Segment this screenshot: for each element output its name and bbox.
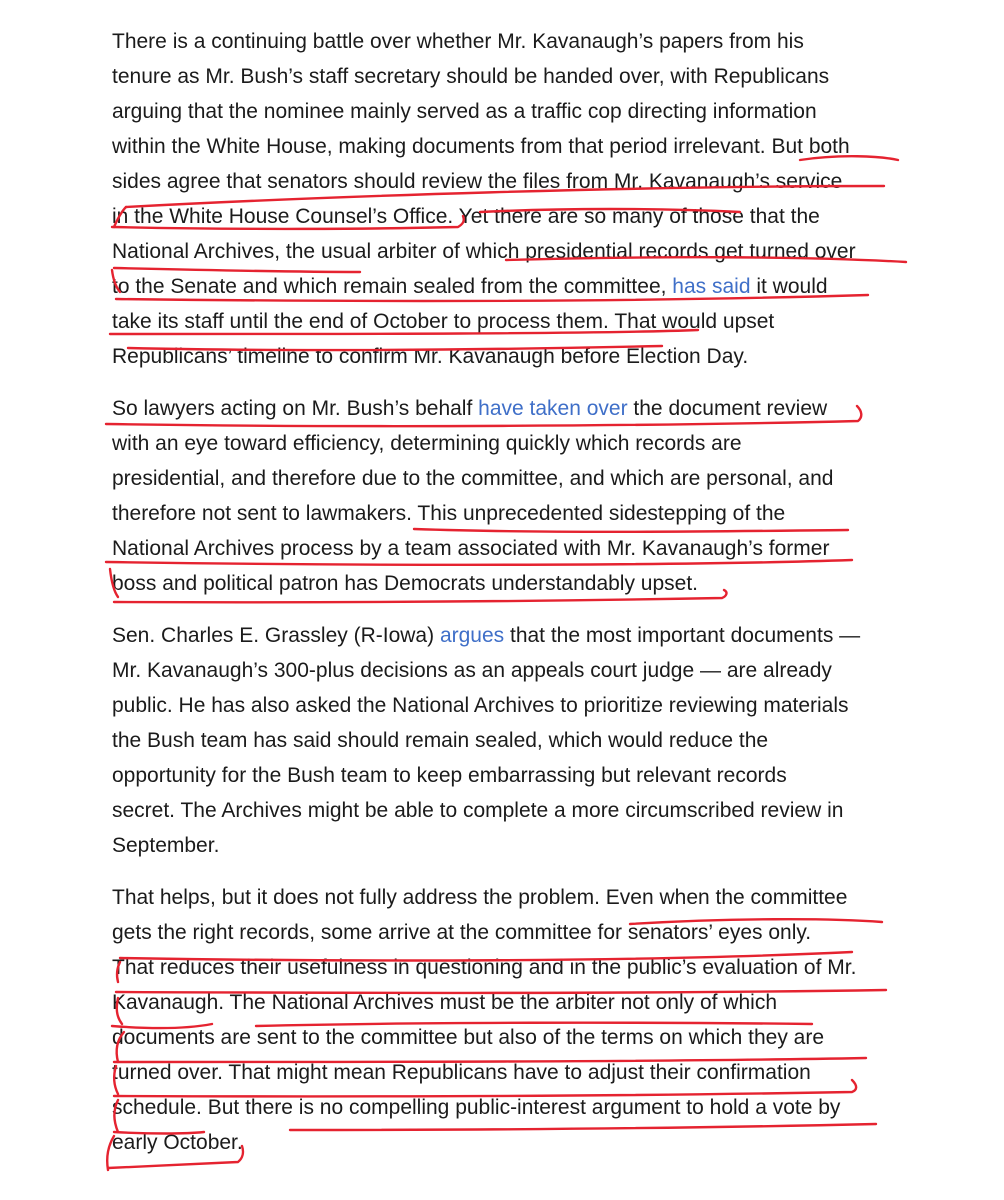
text-line [112, 1125, 902, 1160]
article-body [112, 24, 902, 1160]
text-line [112, 496, 902, 531]
paragraph-2 [112, 391, 902, 601]
text-line [112, 269, 902, 304]
inline-link[interactable]: argues [439, 624, 505, 647]
text-line [112, 339, 902, 374]
inline-link[interactable]: has said [672, 275, 751, 298]
text-segment: September. [112, 834, 220, 857]
text-segment: Republicans’ timeline to confirm Mr. Kavanaugh before Election Day. [112, 345, 749, 368]
text-segment: gets the right records, some arrive at the committee for senators’ eyes only. [112, 921, 812, 944]
text-line [112, 1020, 902, 1055]
text-line [112, 129, 902, 164]
text-segment: documents are sent to the committee but also of the terms on which they are [112, 1026, 825, 1049]
text-line [112, 880, 902, 915]
text-segment: the document review [627, 397, 828, 420]
text-line [112, 793, 902, 828]
text-line [112, 391, 902, 426]
text-segment: That helps, but it does not fully address the problem. Even when the committee [112, 886, 848, 909]
text-line [112, 950, 902, 985]
text-segment: turned over. That might mean Republicans have to adjust their confirmation [112, 1061, 811, 1084]
text-segment: There is a continuing battle over whether Mr. Kavanaugh’s papers from his [112, 30, 804, 53]
text-line [112, 304, 902, 339]
text-line [112, 1090, 902, 1125]
text-segment: opportunity for the Bush team to keep embarrassing but relevant records [112, 764, 787, 787]
text-segment: arguing that the nominee mainly served as a traffic cop directing information [112, 100, 817, 123]
text-segment: to the Senate and which remain sealed from the committee, [112, 275, 673, 298]
text-segment: That reduces their usefulness in questioning and in the public’s evaluation of Mr. [112, 956, 857, 979]
text-segment: boss and political patron has Democrats understandably upset. [112, 572, 699, 595]
text-line [112, 758, 902, 793]
text-line [112, 164, 902, 199]
text-line [112, 828, 902, 863]
text-segment: schedule. But there is no compelling public-interest argument to hold a vote by [112, 1096, 841, 1119]
text-segment: in the White House Counsel’s Office. Yet there are so many of those that the [112, 205, 820, 228]
paragraph-1 [112, 24, 902, 374]
text-segment: So lawyers acting on Mr. Bush’s behalf [112, 397, 479, 420]
text-line [112, 688, 902, 723]
text-segment: Sen. Charles E. Grassley (R-Iowa) [112, 624, 440, 647]
text-line [112, 199, 902, 234]
paragraph-3 [112, 618, 902, 863]
text-line [112, 94, 902, 129]
text-segment: early October. [112, 1131, 243, 1154]
text-line [112, 653, 902, 688]
text-line [112, 618, 902, 653]
text-segment: sides agree that senators should review the files from Mr. Kavanaugh’s service [112, 170, 843, 193]
text-segment: Mr. Kavanaugh’s 300-plus decisions as an appeals court judge — are already [112, 659, 832, 682]
text-segment: it would [750, 275, 828, 298]
text-segment: with an eye toward efficiency, determining quickly which records are [112, 432, 742, 455]
text-segment: National Archives process by a team associated with Mr. Kavanaugh’s former [112, 537, 830, 560]
text-line [112, 1055, 902, 1090]
text-segment: that the most important documents — [504, 624, 861, 647]
text-segment: take its staff until the end of October to process them. That would upset [112, 310, 775, 333]
text-segment: presidential, and therefore due to the committee, and which are personal, and [112, 467, 834, 490]
text-segment: the Bush team has said should remain sealed, which would reduce the [112, 729, 769, 752]
text-line [112, 59, 902, 94]
text-segment: tenure as Mr. Bush’s staff secretary should be handed over, with Republicans [112, 65, 830, 88]
text-segment: within the White House, making documents from that period irrelevant. But both [112, 135, 850, 158]
text-segment: public. He has also asked the National Archives to prioritize reviewing materials [112, 694, 849, 717]
text-line [112, 426, 902, 461]
text-segment: National Archives, the usual arbiter of which presidential records get turned over [112, 240, 856, 263]
text-line [112, 461, 902, 496]
text-line [112, 566, 902, 601]
text-line [112, 531, 902, 566]
text-line [112, 915, 902, 950]
inline-link[interactable]: have taken over [478, 397, 628, 420]
text-line [112, 985, 902, 1020]
text-segment: Kavanaugh. The National Archives must be the arbiter not only of which [112, 991, 777, 1014]
paragraph-4 [112, 880, 902, 1160]
text-segment: secret. The Archives might be able to complete a more circumscribed review in [112, 799, 844, 822]
text-line [112, 24, 902, 59]
text-segment: therefore not sent to lawmakers. This unprecedented sidestepping of the [112, 502, 786, 525]
text-line [112, 723, 902, 758]
text-line [112, 234, 902, 269]
